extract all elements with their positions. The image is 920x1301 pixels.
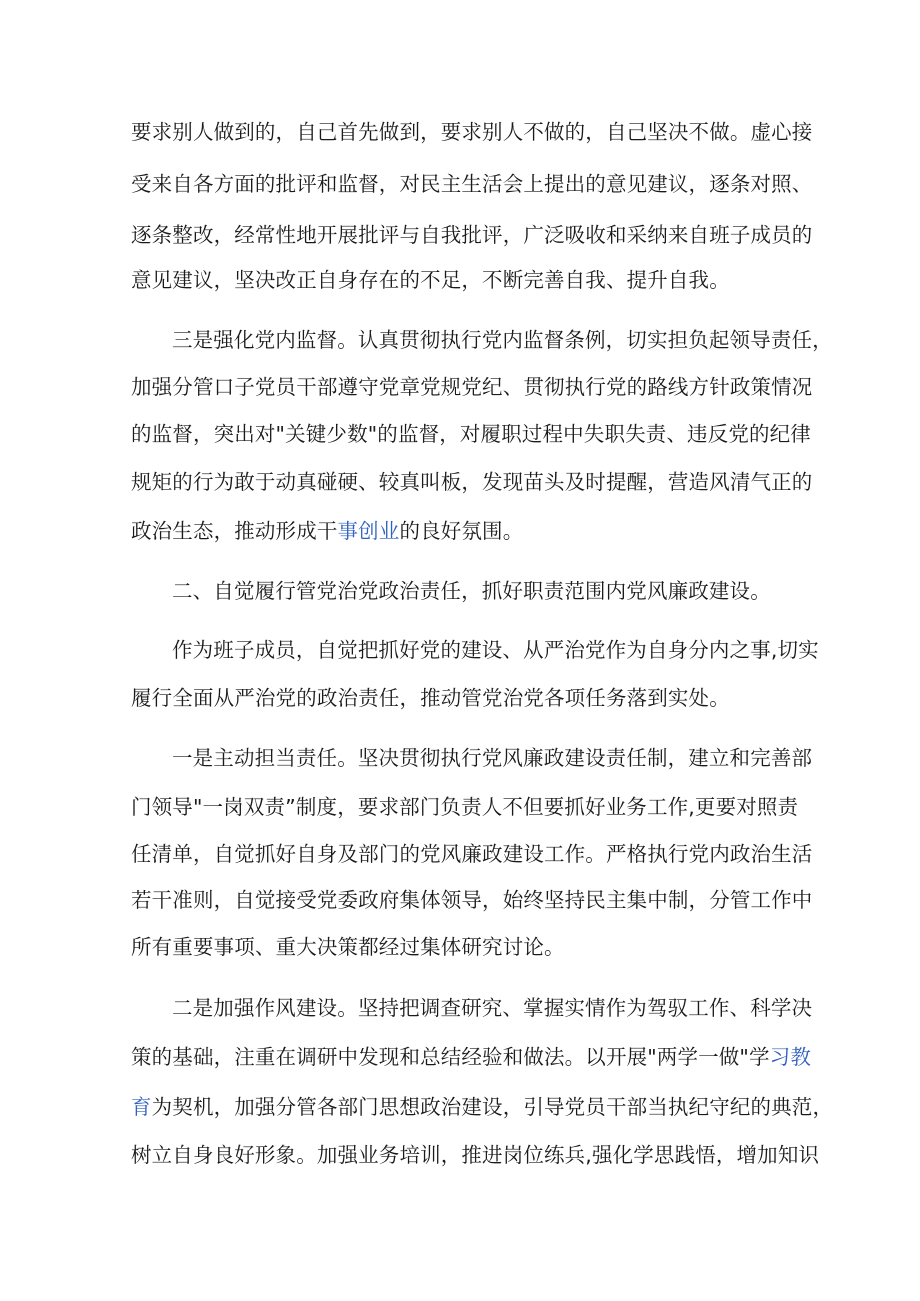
paragraph-first-line: 二是加强作风建设。坚持把调查研究、掌握实情作为驾驭工作、科学决	[172, 996, 813, 1020]
text-segment: 策的基础，注重在调研中发现和总结经验和做法。以开展"两学一做"学	[131, 1045, 770, 1069]
paragraph-first-line: 三是强化党内监督。认真贯彻执行党内监督条例，切实担负起领导责任，	[172, 328, 833, 352]
text-segment: 政治生态，推动形成干	[131, 519, 338, 543]
text-line: 意见建议，坚决改正自身存在的不足，不断完善自我、提升自我。	[131, 268, 730, 292]
text-line: 逐条整改，经常性地开展批评与自我批评，广泛吸收和采纳来自班子成员的	[131, 223, 813, 247]
text-line: 所有重要事项、重大决策都经过集体研究讨论。	[131, 935, 565, 959]
text-line: 门领导"一岗双责”制度，要求部门负责人不但要抓好业务工作,更要对照责	[131, 795, 799, 819]
text-line	[131, 1092, 834, 1122]
text-line	[131, 516, 799, 546]
paragraph-first-line: 作为班子成员，自觉把抓好党的建设、从严治党作为自身分内之事,切实	[172, 638, 819, 662]
text-segment: 的良好氛围。	[399, 519, 524, 543]
text-line: 的监督，突出对"关键少数"的监督，对履职过程中失职失责、违反党的纪律	[131, 422, 811, 446]
hyperlink[interactable]: 习教	[769, 1045, 811, 1069]
section-heading: 二、自觉履行管党治党政治责任，抓好职责范围内党风廉政建设。	[172, 579, 771, 603]
text-line: 加强分管口子党员干部遵守党章党规党纪、贯彻执行党的路线方针政策情况	[131, 375, 813, 399]
text-segment: 为契机，加强分管各部门思想政治建设，引导党员干部当执纪守纪的典范，	[151, 1095, 834, 1119]
text-line: 任清单，自觉抓好自身及部门的党风廉政建设工作。严格执行党内政治生活	[131, 842, 813, 866]
text-line: 若干准则，自觉接受党委政府集体领导，始终坚持民主集中制，分管工作中	[131, 888, 813, 912]
text-line: 要求别人做到的，自己首先做到，要求别人不做的，自己坚决不做。虚心接	[131, 120, 813, 144]
paragraph-first-line: 一是主动担当责任。坚决贯彻执行党风廉政建设责任制，建立和完善部	[172, 746, 813, 770]
text-line: 树立自身良好形象。加强业务培训，推进岗位练兵,强化学思践悟，增加知识	[131, 1143, 820, 1167]
text-line	[131, 1042, 811, 1072]
text-line: 规矩的行为敢于动真碰硬、较真叫板，发现苗头及时提醒，营造风清气正的	[131, 470, 813, 494]
text-line: 履行全面从严治党的政治责任，推动管党治党各项任务落到实处。	[131, 686, 730, 710]
hyperlink[interactable]: 育	[131, 1095, 152, 1119]
text-line: 受来自各方面的批评和监督，对民主生活会上提出的意见建议，逐条对照、	[131, 172, 813, 196]
hyperlink[interactable]: 事创业	[337, 519, 400, 543]
